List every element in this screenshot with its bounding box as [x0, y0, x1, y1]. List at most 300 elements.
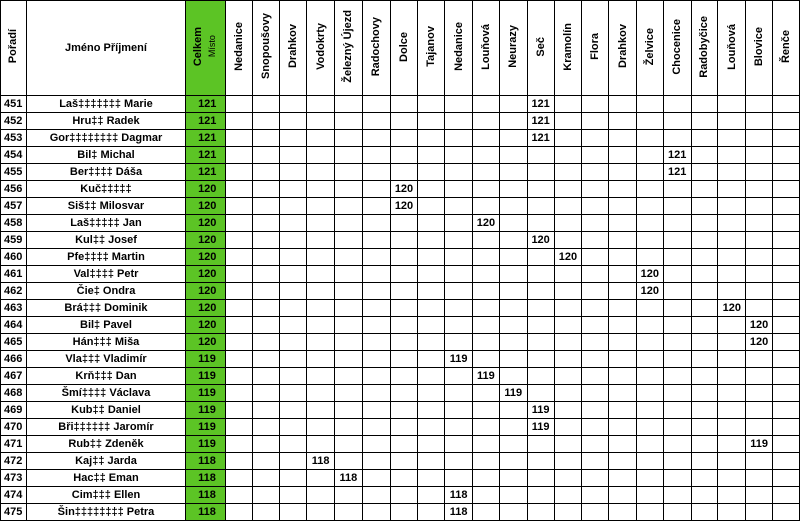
empty-cell — [554, 198, 582, 215]
empty-cell — [527, 470, 554, 487]
header-venue — [418, 1, 445, 96]
empty-cell — [499, 164, 527, 181]
empty-cell — [663, 487, 691, 504]
empty-cell — [609, 164, 637, 181]
empty-cell — [225, 266, 252, 283]
empty-cell — [691, 487, 718, 504]
header-venue-label: Nedanice — [232, 22, 245, 71]
empty-cell — [499, 351, 527, 368]
empty-cell — [418, 368, 445, 385]
header-venue — [636, 1, 663, 96]
empty-cell — [362, 181, 390, 198]
header-venue — [390, 1, 418, 96]
score-cell: 119 — [746, 436, 773, 453]
score-cell: 118 — [335, 470, 363, 487]
header-venue — [554, 1, 582, 96]
empty-cell — [746, 181, 773, 198]
empty-cell — [691, 249, 718, 266]
header-venue-label: Tajanov — [425, 26, 438, 67]
empty-cell — [445, 96, 473, 113]
empty-cell — [473, 266, 500, 283]
empty-cell — [718, 385, 746, 402]
empty-cell — [527, 283, 554, 300]
empty-cell — [307, 249, 335, 266]
empty-cell — [527, 453, 554, 470]
empty-cell — [609, 334, 637, 351]
empty-cell — [390, 368, 418, 385]
empty-cell — [773, 130, 800, 147]
name-cell: Šmí‡‡‡‡ Václava — [26, 385, 185, 402]
empty-cell — [554, 96, 582, 113]
empty-cell — [280, 283, 307, 300]
empty-cell — [773, 198, 800, 215]
empty-cell — [746, 96, 773, 113]
empty-cell — [499, 198, 527, 215]
empty-cell — [582, 181, 609, 198]
empty-cell — [335, 453, 363, 470]
name-cell: Cim‡‡‡ Ellen — [26, 487, 185, 504]
empty-cell — [225, 419, 252, 436]
empty-cell — [554, 470, 582, 487]
score-cell: 119 — [473, 368, 500, 385]
empty-cell — [225, 232, 252, 249]
empty-cell — [390, 266, 418, 283]
empty-cell — [718, 283, 746, 300]
empty-cell — [554, 385, 582, 402]
empty-cell — [280, 453, 307, 470]
empty-cell — [362, 96, 390, 113]
empty-cell — [499, 215, 527, 232]
rank-cell: 453 — [1, 130, 27, 147]
empty-cell — [663, 385, 691, 402]
empty-cell — [718, 232, 746, 249]
empty-cell — [307, 334, 335, 351]
name-cell: Val‡‡‡‡ Petr — [26, 266, 185, 283]
empty-cell — [691, 402, 718, 419]
empty-cell — [663, 249, 691, 266]
empty-cell — [418, 436, 445, 453]
empty-cell — [499, 249, 527, 266]
empty-cell — [609, 317, 637, 334]
empty-cell — [554, 334, 582, 351]
empty-cell — [390, 113, 418, 130]
empty-cell — [554, 368, 582, 385]
empty-cell — [636, 181, 663, 198]
header-venue-label: Železný Újezd — [342, 10, 355, 83]
empty-cell — [280, 334, 307, 351]
header-total-label — [191, 27, 219, 66]
empty-cell — [499, 266, 527, 283]
empty-cell — [225, 470, 252, 487]
empty-cell — [773, 113, 800, 130]
empty-cell — [499, 470, 527, 487]
empty-cell — [663, 402, 691, 419]
empty-cell — [252, 317, 280, 334]
empty-cell — [252, 164, 280, 181]
table-row — [1, 215, 800, 232]
empty-cell — [307, 487, 335, 504]
empty-cell — [335, 130, 363, 147]
empty-cell — [636, 436, 663, 453]
table-row — [1, 113, 800, 130]
total-cell: 120 — [186, 317, 226, 334]
empty-cell — [225, 283, 252, 300]
empty-cell — [499, 147, 527, 164]
empty-cell — [663, 181, 691, 198]
table-row — [1, 436, 800, 453]
empty-cell — [473, 487, 500, 504]
empty-cell — [582, 300, 609, 317]
empty-cell — [746, 249, 773, 266]
empty-cell — [691, 198, 718, 215]
empty-cell — [335, 198, 363, 215]
empty-cell — [773, 300, 800, 317]
empty-cell — [252, 470, 280, 487]
empty-cell — [335, 147, 363, 164]
header-venue — [663, 1, 691, 96]
empty-cell — [773, 147, 800, 164]
empty-cell — [773, 419, 800, 436]
empty-cell — [609, 113, 637, 130]
empty-cell — [418, 113, 445, 130]
empty-cell — [582, 470, 609, 487]
name-cell: Čie‡ Ondra — [26, 283, 185, 300]
empty-cell — [499, 130, 527, 147]
score-cell: 120 — [473, 215, 500, 232]
empty-cell — [718, 96, 746, 113]
empty-cell — [362, 317, 390, 334]
total-cell: 120 — [186, 266, 226, 283]
empty-cell — [718, 198, 746, 215]
total-cell: 120 — [186, 215, 226, 232]
empty-cell — [609, 436, 637, 453]
header-venue-label: Želvice — [643, 27, 656, 66]
empty-cell — [307, 215, 335, 232]
empty-cell — [554, 164, 582, 181]
empty-cell — [362, 334, 390, 351]
empty-cell — [663, 215, 691, 232]
empty-cell — [418, 419, 445, 436]
empty-cell — [445, 453, 473, 470]
table-body — [1, 96, 800, 521]
empty-cell — [609, 215, 637, 232]
empty-cell — [445, 317, 473, 334]
empty-cell — [499, 181, 527, 198]
empty-cell — [335, 283, 363, 300]
empty-cell — [746, 487, 773, 504]
total-cell: 121 — [186, 164, 226, 181]
empty-cell — [499, 283, 527, 300]
empty-cell — [473, 232, 500, 249]
empty-cell — [252, 385, 280, 402]
empty-cell — [362, 249, 390, 266]
empty-cell — [335, 300, 363, 317]
empty-cell — [691, 164, 718, 181]
empty-cell — [636, 487, 663, 504]
empty-cell — [473, 181, 500, 198]
empty-cell — [335, 402, 363, 419]
empty-cell — [527, 487, 554, 504]
empty-cell — [252, 419, 280, 436]
name-cell: Hru‡‡ Radek — [26, 113, 185, 130]
empty-cell — [499, 487, 527, 504]
rank-cell: 452 — [1, 113, 27, 130]
empty-cell — [362, 113, 390, 130]
empty-cell — [335, 249, 363, 266]
empty-cell — [225, 147, 252, 164]
empty-cell — [307, 300, 335, 317]
empty-cell — [609, 453, 637, 470]
rank-cell: 457 — [1, 198, 27, 215]
total-cell: 120 — [186, 249, 226, 266]
empty-cell — [527, 317, 554, 334]
empty-cell — [225, 181, 252, 198]
name-cell: Gor‡‡‡‡‡‡‡‡ Dagmar — [26, 130, 185, 147]
header-venue-label: Drahkov — [287, 24, 300, 69]
total-cell: 120 — [186, 334, 226, 351]
empty-cell — [527, 334, 554, 351]
empty-cell — [746, 283, 773, 300]
empty-cell — [527, 164, 554, 181]
empty-cell — [609, 266, 637, 283]
empty-cell — [554, 453, 582, 470]
empty-cell — [390, 130, 418, 147]
name-cell: Kul‡‡ Josef — [26, 232, 185, 249]
rank-cell: 474 — [1, 487, 27, 504]
name-cell: Laš‡‡‡‡‡‡‡ Marie — [26, 96, 185, 113]
header-venue-label: Blovice — [753, 26, 766, 67]
empty-cell — [390, 96, 418, 113]
empty-cell — [773, 351, 800, 368]
empty-cell — [252, 334, 280, 351]
empty-cell — [390, 283, 418, 300]
empty-cell — [718, 181, 746, 198]
empty-cell — [307, 164, 335, 181]
empty-cell — [773, 453, 800, 470]
empty-cell — [335, 368, 363, 385]
empty-cell — [609, 300, 637, 317]
empty-cell — [718, 487, 746, 504]
header-venue — [609, 1, 637, 96]
empty-cell — [473, 436, 500, 453]
score-cell: 120 — [390, 198, 418, 215]
empty-cell — [609, 283, 637, 300]
name-cell: Siš‡‡ Milosvar — [26, 198, 185, 215]
empty-cell — [418, 181, 445, 198]
empty-cell — [718, 453, 746, 470]
empty-cell — [499, 300, 527, 317]
empty-cell — [362, 283, 390, 300]
total-cell: 118 — [186, 504, 226, 521]
empty-cell — [362, 215, 390, 232]
empty-cell — [663, 317, 691, 334]
header-name-label: Jméno Příjmení — [65, 42, 147, 54]
empty-cell — [252, 113, 280, 130]
empty-cell — [609, 249, 637, 266]
header-row — [1, 1, 800, 96]
empty-cell — [362, 147, 390, 164]
empty-cell — [746, 453, 773, 470]
empty-cell — [473, 249, 500, 266]
table-row — [1, 385, 800, 402]
empty-cell — [252, 198, 280, 215]
empty-cell — [718, 402, 746, 419]
empty-cell — [225, 436, 252, 453]
empty-cell — [554, 130, 582, 147]
score-cell: 119 — [445, 351, 473, 368]
empty-cell — [445, 130, 473, 147]
empty-cell — [362, 130, 390, 147]
empty-cell — [445, 470, 473, 487]
empty-cell — [335, 215, 363, 232]
header-venue-label: Chocenice — [671, 18, 684, 75]
empty-cell — [280, 147, 307, 164]
empty-cell — [582, 385, 609, 402]
empty-cell — [473, 300, 500, 317]
empty-cell — [691, 317, 718, 334]
empty-cell — [691, 334, 718, 351]
empty-cell — [252, 351, 280, 368]
empty-cell — [499, 232, 527, 249]
empty-cell — [362, 436, 390, 453]
empty-cell — [636, 300, 663, 317]
header-venue — [473, 1, 500, 96]
empty-cell — [609, 147, 637, 164]
empty-cell — [773, 385, 800, 402]
empty-cell — [582, 436, 609, 453]
empty-cell — [554, 351, 582, 368]
score-cell: 118 — [445, 487, 473, 504]
empty-cell — [225, 487, 252, 504]
empty-cell — [746, 368, 773, 385]
header-venue — [527, 1, 554, 96]
empty-cell — [390, 334, 418, 351]
table-row — [1, 164, 800, 181]
empty-cell — [609, 402, 637, 419]
empty-cell — [362, 164, 390, 181]
table-row — [1, 317, 800, 334]
empty-cell — [609, 198, 637, 215]
header-venue — [718, 1, 746, 96]
total-cell: 120 — [186, 232, 226, 249]
empty-cell — [636, 402, 663, 419]
empty-cell — [663, 453, 691, 470]
empty-cell — [390, 232, 418, 249]
empty-cell — [691, 419, 718, 436]
total-cell: 119 — [186, 402, 226, 419]
rank-cell: 470 — [1, 419, 27, 436]
empty-cell — [554, 436, 582, 453]
empty-cell — [307, 317, 335, 334]
total-cell: 119 — [186, 351, 226, 368]
empty-cell — [746, 215, 773, 232]
table-row — [1, 147, 800, 164]
empty-cell — [252, 453, 280, 470]
empty-cell — [390, 453, 418, 470]
empty-cell — [773, 487, 800, 504]
header-venue — [335, 1, 363, 96]
empty-cell — [582, 215, 609, 232]
score-cell: 120 — [746, 334, 773, 351]
name-cell: Kub‡‡ Daniel — [26, 402, 185, 419]
empty-cell — [527, 385, 554, 402]
empty-cell — [225, 385, 252, 402]
total-cell: 120 — [186, 181, 226, 198]
empty-cell — [663, 368, 691, 385]
empty-cell — [499, 419, 527, 436]
empty-cell — [718, 113, 746, 130]
rank-cell: 467 — [1, 368, 27, 385]
empty-cell — [280, 368, 307, 385]
empty-cell — [280, 198, 307, 215]
score-cell: 121 — [527, 130, 554, 147]
empty-cell — [773, 232, 800, 249]
name-cell: Bil‡ Pavel — [26, 317, 185, 334]
empty-cell — [663, 130, 691, 147]
empty-cell — [335, 351, 363, 368]
empty-cell — [225, 113, 252, 130]
empty-cell — [445, 436, 473, 453]
total-cell: 121 — [186, 147, 226, 164]
empty-cell — [636, 453, 663, 470]
header-venue-label: Snopoušovy — [260, 13, 273, 80]
empty-cell — [390, 385, 418, 402]
total-cell: 118 — [186, 470, 226, 487]
empty-cell — [746, 351, 773, 368]
header-venue-label: Seč — [534, 36, 547, 57]
empty-cell — [609, 96, 637, 113]
empty-cell — [335, 266, 363, 283]
score-cell: 120 — [636, 266, 663, 283]
rank-cell: 454 — [1, 147, 27, 164]
empty-cell — [280, 300, 307, 317]
empty-cell — [527, 147, 554, 164]
empty-cell — [636, 130, 663, 147]
empty-cell — [390, 249, 418, 266]
empty-cell — [746, 300, 773, 317]
empty-cell — [335, 96, 363, 113]
score-cell: 119 — [499, 385, 527, 402]
empty-cell — [362, 487, 390, 504]
empty-cell — [390, 436, 418, 453]
empty-cell — [252, 436, 280, 453]
table-row — [1, 368, 800, 385]
empty-cell — [527, 181, 554, 198]
empty-cell — [773, 215, 800, 232]
empty-cell — [636, 368, 663, 385]
empty-cell — [582, 351, 609, 368]
empty-cell — [691, 283, 718, 300]
empty-cell — [473, 317, 500, 334]
header-venue — [582, 1, 609, 96]
table-row — [1, 232, 800, 249]
empty-cell — [280, 487, 307, 504]
table-row — [1, 96, 800, 113]
empty-cell — [473, 198, 500, 215]
header-venue — [280, 1, 307, 96]
rank-cell: 460 — [1, 249, 27, 266]
rank-cell: 471 — [1, 436, 27, 453]
total-cell: 119 — [186, 368, 226, 385]
empty-cell — [335, 436, 363, 453]
empty-cell — [636, 113, 663, 130]
header-total — [186, 1, 226, 96]
empty-cell — [554, 317, 582, 334]
empty-cell — [362, 300, 390, 317]
empty-cell — [418, 198, 445, 215]
empty-cell — [445, 147, 473, 164]
empty-cell — [663, 232, 691, 249]
